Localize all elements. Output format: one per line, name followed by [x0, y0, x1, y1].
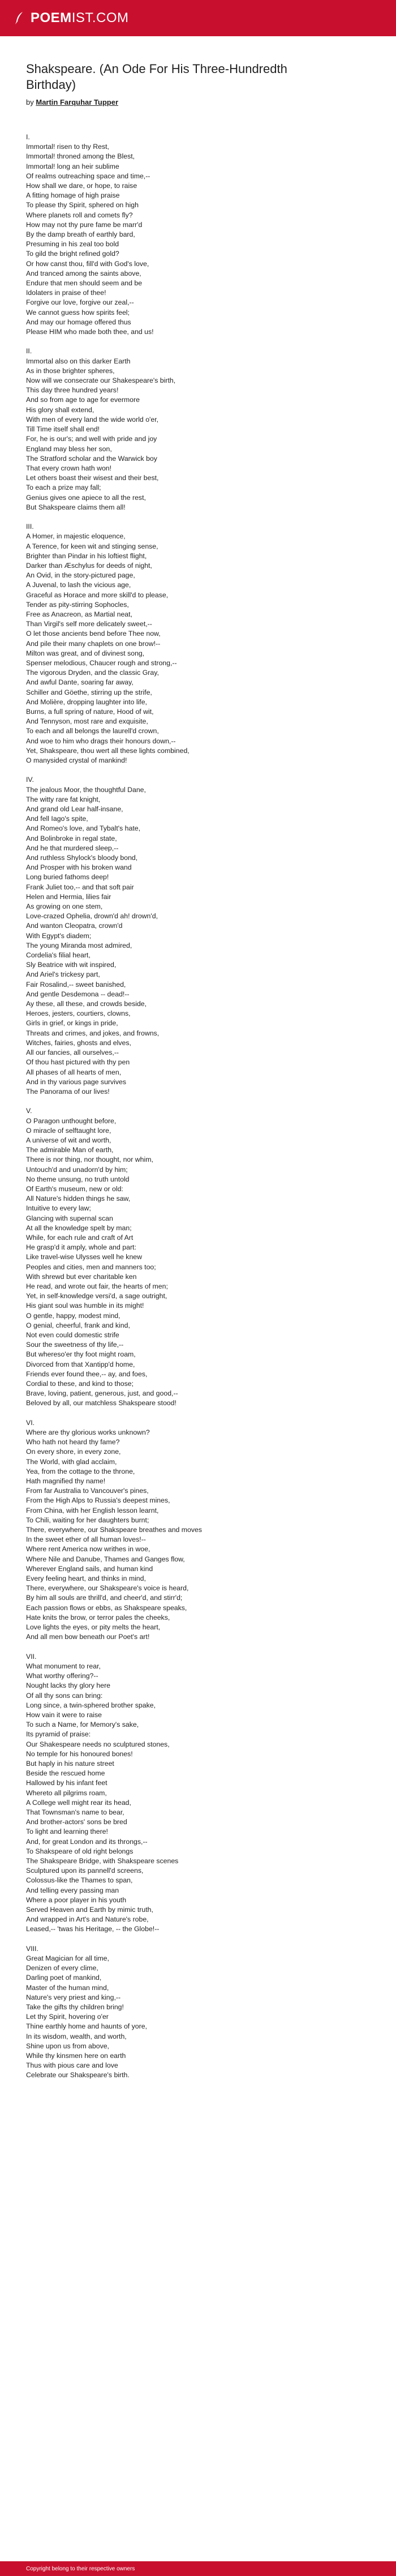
- by-label: by: [26, 98, 34, 106]
- poem-body: I. Immortal! risen to thy Rest, Immortal! throned among the Blest, Immortal! long an heir sublime Of realms outreaching space and time,-- How shall we dare, or hope, to raise A fitting homage of high praise To please thy Spirit, sphered on high Where planets roll and comets fly? How may not thy pure fame be marr'd By the damp breath of earthly bard, Presuming in his zeal too bold To gild the bright refined gold? Or how canst thou, fill'd with God's love, And tranced among the saints above, Endure that men should seem and be Idolaters in praise of thee! Forgive our love, forgive our zeal,-- We cannot guess how spirits feel; And may our homage offered thus Please HIM who made both thee, and us! II. Immortal also on this darker Earth As in those brighter spheres, Now will we consecrate our Shakespeare's birth, This day three hundred years! And so from age to age for evermore His glory shall extend, With men of every land the wide world o'er, Till Time itself shall end! For, he is our's; and well with pride and joy England may bless her son, The Stratford scholar and the Warwick boy That every crown hath won! Let others boast their wisest and their best, To each a prize may fall; Genius gives one apiece to all the rest, But Shakspeare claims them all! III. A Homer, in majestic eloquence, A Terence, for keen wit and stinging sense, Brighter than Pindar in his loftiest flight, Darker than Æschylus for deeds of night, An Ovid, in the story-pictured page, A Juvenal, to lash the vicious age, Graceful as Horace and more skill'd to please, Tender as pity-stirring Sophocles, Free as Anacreon, as Martial neat, Than Virgil's self more delicately sweet,-- O let those ancients bend before Thee now, And pile their many chaplets on one brow!-- Milton was great, and of divinest song, Spenser melodious, Chaucer rough and strong,-- The vigorous Dryden, and the classic Gray, And awful Dante, soaring far away, Schiller and Göethe, stirring up the strife, And Molière, dropping laughter into life, Burns, a full spring of nature, Hood of wit, And Tennyson, most rare and exquisite, To each and all belongs the laurell'd crown, And woe to him who drags their honours down,-- Yet, Shakspeare, thou wert all these lights combined, O manysided crystal of mankind! IV. The jealous Moor, the thoughtful Dane, The witty rare fat knight, And grand old Lear half-insane, And fell Iago's spite, And Romeo's love, and Tybalt's hate, And Bolinbroke in regal state, And he that murdered sleep,-- And ruthless Shylock's bloody bond, And Prosper with his broken wand Long buried fathoms deep! Frank Juliet too,-- and that soft pair Helen and Hermia, lilies fair As growing on one stem, Love-crazed Ophelia, drown'd ah! drown'd, And wanton Cleopatra, crown'd With Egypt's diadem; The young Miranda most admired, Cordelia's filial heart, Sly Beatrice with wit inspired, And Ariel's trickesy part, Fair Rosalind,-- sweet banished, And gentle Desdemona -- dead!-- Ay these, all these, and crowds beside, Heroes, jesters, courtiers, clowns, Girls in grief, or kings in pride, Threats and crimes, and jokes, and frowns, Witches, fairies, ghosts and elves, All our fancies, all ourselves,-- Of thou hast pictured with thy pen All phases of all hearts of men, And in thy various page survives The Panorama of our lives! V. O Paragon unthought before, O miracle of selftaught lore, A universe of wit and worth, The admirable Man of earth, There is nor thing, nor thought, nor whim, Untouch'd and unadorn'd by him; No theme unsung, no truth untold Of Earth's museum, new or old: All Nature's hidden things he saw, Intuitive to every law; Glancing with supernal scan At all the knowledge spelt by man; While, for each rule and craft of Art He grasp'd it amply, whole and part: Like travel-wise Ulysses well he knew Peoples and cities, men and manners too; With shrewd but ever charitable ken He read, and wrote out fair, the hearts of men; Yet, in self-knowledge versi'd, a sage outright, His giant soul was humble in its might! O gentle, happy, modest mind, O genial, cheerful, frank and kind, Not even could domestic strife Sour the sweetness of thy life,-- But whereso'er thy foot might roam, Divorced from that Xantipp'd home, Friends ever found thee,-- ay, and foes, Cordial to these, and kind to those; Brave, loving, patient, generous, just, and good,-- Beloved by all, our matchless Shakspeare stood! VI. Where are thy glorious works unknown? Who hath not heard thy fame? On every shore, in every zone, The World, with glad acclaim, Yea, from the cottage to the throne, Hath magnified thy name! From far Australia to Vancouver's pines, From the High Alps to Russia's deepest mines, From China, with her English lesson learnt, To Chili, waiting for her daughters burnt; There, everywhere, our Shakspeare breathes and moves In the sweet ether of all human loves!-- Where rent America now writhes in woe, Where Nile and Danube, Thames and Ganges flow, Wherever England sails, and human kind Every feeling heart, and thinks in mind, There, everywhere, our Shakspeare's voice is heard, By him all souls are thrill'd, and cheer'd, and stirr'd; Each passion flows or ebbs, as Shakspeare speaks, Hate knits the brow, or terror pales the cheeks, Love lights the eyes, or pity melts the heart, And all men bow beneath our Poet's art! VII. What monument to rear, What worthy offering?-- Nought lacks thy glory here Of all thy sons can bring: Long since, a twin-sphered brother spake, How vain it were to raise To such a Name, for Memory's sake, Its pyramid of praise: Our Shakespeare needs no sculptured stones, No temple for his honoured bones! But haply in his nature street Beside the rescued home Hallowed by his infant feet Whereto all pilgrims roam, A College well might rear its head, That Townsman's name to bear, And brother-actors' sons be bred To light and learning there! And, for great London and its throngs,-- To Shakspeare of old right belongs The Shakspeare Bridge, with Shakspeare scenes Sculptured upon its pannell'd screens, Colossus-like the Thames to span, And telling every passing man Where a poor player in his youth Served Heaven and Earth by mimic truth, And wrapped in Art's and Nature's robe, Leased,-- 'twas his Heritage, -- the Globe!-- VIII. Great Magician for all time, Denizen of every clime, Darling poet of mankind, Master of the human mind, Nature's very priest and king,-- Take the gifts thy children bring! Let thy Spirit, hovering o'er Thine earthly home and haunts of yore, In its wisdom, wealth, and worth, Shine upon us from above, While thy kinsmen here on earth Thus with pious care and love Celebrate our Shakspeare's birth.: [26, 133, 203, 2079]
- site-header: [0, 0, 396, 36]
- poem-container: [0, 36, 396, 2081]
- poem-title: Shakspeare. (An Ode For His Three-Hundredth Birthday): [26, 62, 287, 92]
- logo-bold-text: POEM: [31, 10, 72, 25]
- site-footer: [0, 2561, 396, 2576]
- author-link[interactable]: Martin Farquhar Tupper: [36, 98, 119, 106]
- byline: [26, 97, 370, 108]
- copyright-text: Copyright belong to their respective owners: [26, 2565, 135, 2572]
- logo-light-text: IST.COM: [71, 10, 129, 25]
- quill-pen-icon: [12, 11, 27, 25]
- logo-wordmark: [31, 10, 129, 26]
- site-logo[interactable]: [12, 10, 129, 26]
